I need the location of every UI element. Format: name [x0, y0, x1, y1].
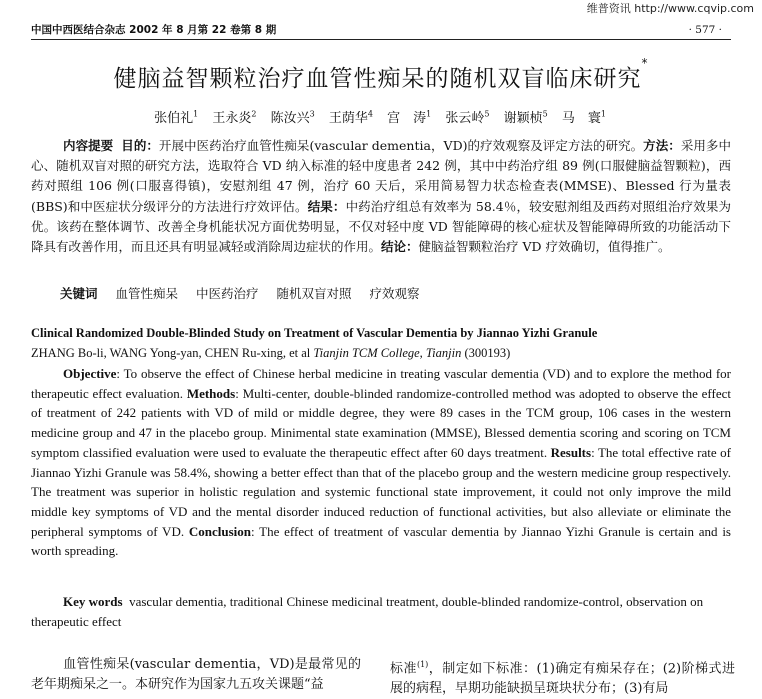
- cn-keyword: 血管性痴呆: [115, 286, 179, 301]
- author-list: [100, 107, 660, 126]
- author: [271, 111, 315, 126]
- author-affiliation-mark: 4: [367, 109, 373, 119]
- header-rule: [31, 39, 731, 40]
- author-name: 王荫华: [328, 111, 368, 126]
- en-affiliation: Tianjin TCM College, Tianjin: [313, 346, 462, 360]
- author-affiliation-mark: 2: [251, 109, 257, 119]
- author-name: 张云岭: [445, 111, 485, 126]
- en-objective-text: : To observe the effect of Chinese herbal medicine in treating vascular dementia (VD) and to explore the method for therapeutic effect evaluation.: [31, 366, 731, 401]
- author-affiliation-mark: 5: [542, 109, 548, 119]
- cn-results-text: 中药治疗组总有效率为 58.4％，较安慰剂组及西药对照组治疗效果为优。该药在整体调节、改善全身机能状况方面优势明显，不仅对轻中度 VD 智能障碍的核心症状及智能障碍所致的功能活动下降具有改善作用，而且还具有明显减轻或消除周边症状的作用。: [31, 198, 731, 255]
- en-objective-label: Objective: [63, 366, 117, 381]
- en-methods-text: : Multi-center, double-blinded randomize-controlled method was adopted to observe the effect of treatment of 242 patients with VD of mild or middle degree, they were 89 cases in the TCM group, 106 cases in the western medicine group and 47 in the placebo group. Minimental state examination (MMSE), Blessed dementia scoring and scoring on TCM symptom classified evaluation were used to evaluate the therapeutic effect after 60 days treatment.: [31, 385, 731, 460]
- body-right-text-b: ，制定如下标准：(1)确定有痴呆存在；(2)阶梯式进展的病程，早期功能缺损呈斑块状分布；(3)有局: [390, 661, 735, 697]
- cn-keyword: 随机双盲对照: [276, 286, 352, 301]
- author-affiliation-mark: 5: [484, 109, 490, 119]
- cn-objective-text: 开展中医药治疗血管性痴呆(vascular dementia，VD)的疗效观察及评定方法的研究。: [158, 138, 644, 153]
- cn-conclusion-text: 健脑益智颗粒治疗 VD 疗效确切，值得推广。: [418, 239, 671, 255]
- chinese-abstract: [31, 136, 731, 257]
- en-keywords-text: vascular dementia, traditional Chinese medicinal treatment, double-blinded randomize-control, observation on therapeutic effect: [31, 594, 704, 629]
- author: [212, 111, 256, 126]
- cn-keyword: 中医药治疗: [196, 286, 259, 301]
- author-affiliation-mark: 3: [309, 109, 315, 119]
- title-footnote-mark: *: [641, 56, 649, 70]
- author: [445, 111, 489, 126]
- author: [562, 111, 606, 126]
- author-name: 宫 涛: [387, 111, 427, 126]
- body-left-text: 血管性痴呆(vascular dementia，VD)是最常见的老年期痴呆之一。本研究作为国家九五攻关课题“益: [31, 657, 361, 692]
- author: [504, 111, 548, 126]
- author-name: 王永炎: [212, 111, 252, 126]
- cn-keyword: 疗效观察: [369, 286, 420, 301]
- english-keywords: [31, 592, 731, 631]
- english-title: Clinical Randomized Double-Blinded Study on Treatment of Vascular Dementia by Jiannao Yizhi Granule: [31, 326, 598, 340]
- en-conclusion-text: : The effect of treatment of vascular dementia by Jiannao Yizhi Granule is certain and is worth spreading.: [31, 523, 731, 559]
- author-name: 张伯礼: [154, 111, 194, 126]
- en-results-label: Results: [550, 444, 592, 460]
- en-results-text: : The total effective rate of Jiannao Yizhi Granule was 58.4%, showing a better effect than that of the placebo group and the western medicine group respectively. The treatment was superior in holistic regulation and systemic functional state improvement, it could not only improve the mild middle key symptoms of VD and the mental disorder induced reduction of functional activities, but also alleviate or eliminate the peripheral symptoms of VD.: [31, 444, 731, 539]
- author-name: 陈汝兴: [270, 111, 310, 126]
- english-authors: [31, 346, 510, 361]
- watermark: 维普资讯 http://www.cqvip.com: [586, 2, 754, 15]
- page-number: · 577 ·: [688, 24, 722, 36]
- body-column-right: [390, 655, 735, 699]
- author-name: 马 寰: [561, 111, 601, 126]
- paper-title: [0, 56, 762, 93]
- en-author-names: ZHANG Bo-li, WANG Yong-yan, CHEN Ru-xing, et al: [31, 346, 311, 360]
- body-column-left: [31, 655, 361, 695]
- reference-mark: (1): [416, 660, 429, 669]
- cn-abstract-heading: 内容提要: [63, 138, 114, 153]
- author: [154, 111, 198, 126]
- en-keywords-label: Key words: [63, 594, 123, 609]
- author-affiliation-mark: 1: [193, 109, 199, 119]
- author: [387, 111, 431, 126]
- english-abstract: [31, 364, 731, 561]
- cn-methods-label: 方法：: [643, 138, 681, 153]
- author: [329, 111, 373, 126]
- author-affiliation-mark: 1: [600, 109, 606, 119]
- en-methods-label: Methods: [186, 385, 236, 401]
- running-head: 中国中西医结合杂志 2002 年 8 月第 22 卷第 8 期: [31, 24, 277, 36]
- cn-keywords: [60, 284, 434, 302]
- cn-conclusion-label: 结论：: [381, 239, 419, 255]
- paper-title-text: 健脑益智颗粒治疗血管性痴呆的随机双盲临床研究: [113, 66, 642, 92]
- cn-objective-label: 目的：: [121, 138, 159, 153]
- author-name: 谢颖桢: [503, 111, 543, 126]
- cn-methods-text: 采用多中心、随机双盲对照的研究方法，选取符合 VD 纳入标准的轻中度患者 242 例，其中中药治疗组 89 例(口服健脑益智颗粒)，西药对照组 106 例(口服喜得镇)，安慰剂组 47 例，治疗 60 天后，采用简易智力状态检查表(MMSE)、Blessed 行为量表(BBS)和中医症状分级评分的方法进行疗效评估。: [31, 138, 731, 214]
- cn-keywords-label: 关键词: [60, 286, 98, 301]
- author-affiliation-mark: 1: [426, 109, 432, 119]
- en-conclusion-label: Conclusion: [188, 523, 252, 539]
- en-postcode: (300193): [464, 346, 511, 360]
- body-right-text-a: 标准: [390, 661, 417, 677]
- cn-results-label: 结果：: [307, 198, 346, 214]
